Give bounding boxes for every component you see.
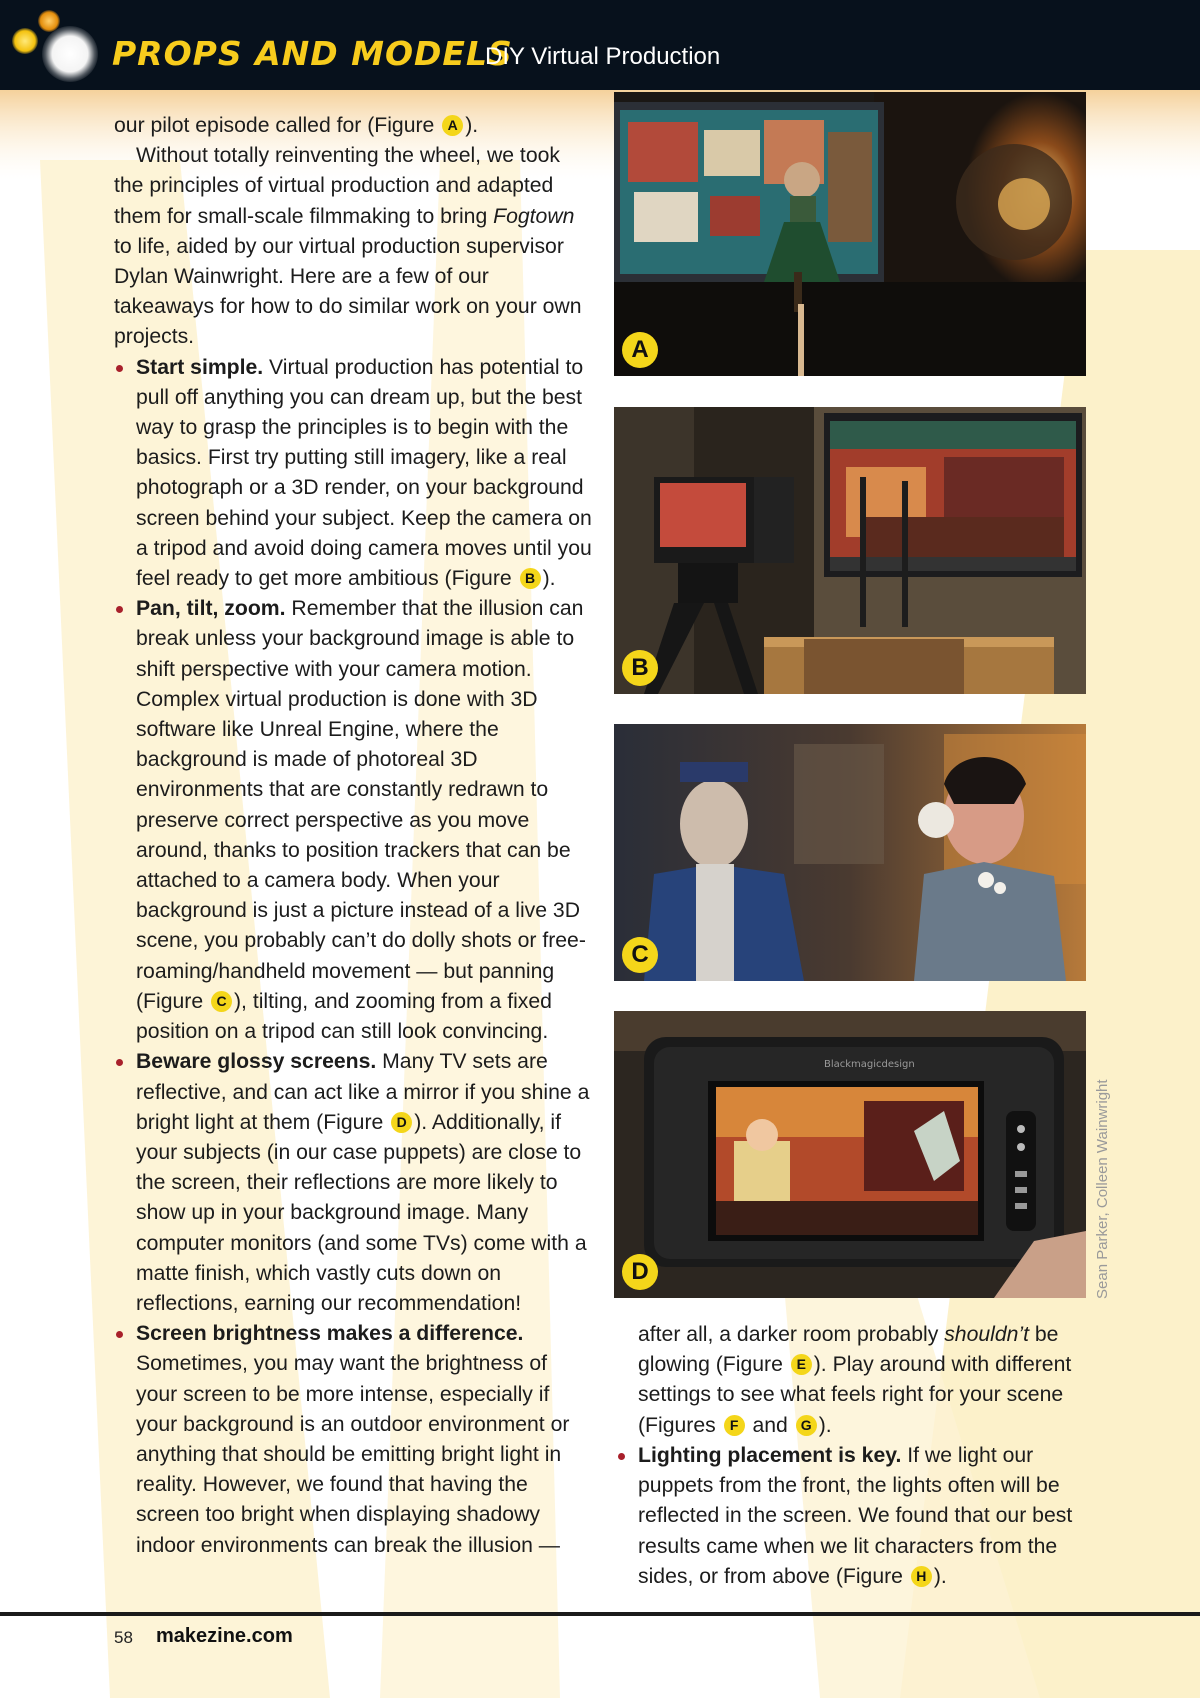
left-column: [114, 111, 592, 1561]
list-item: Start simple. Virtual production has potential to pull off anything you can dream up, but the best way to grasp the principles is to begin with the basics. First try putting still imagery, like a real photograph or a 3D render, on your background screen behind your subject. Keep the camera on a tripod and avoid doing camera moves until you feel ready to get more ambitious (Figure B ).: [114, 353, 592, 595]
figure-c-photo: [614, 724, 1086, 981]
figure-badge: F: [724, 1415, 745, 1436]
camera-brand-text: Blackmagicdesign: [824, 1059, 915, 1070]
list-item: Lighting placement is key. If we light our puppets from the front, the lights often will be reflected in the screen. We found that our best results came when we lit characters from the sides, or from above (Figure H ).: [616, 1441, 1094, 1592]
paragraph: our pilot episode called for (Figure A ).: [114, 114, 479, 137]
figure-a-photo: [614, 92, 1086, 376]
figure-label: B: [622, 650, 658, 686]
figure-label: A: [622, 332, 658, 368]
section-title: PROPS AND MODELS: [112, 34, 513, 73]
figure-badge: H: [911, 1566, 932, 1587]
figure-badge: E: [791, 1354, 812, 1375]
list-item: Pan, tilt, zoom. Remember that the illusion can break unless your background image is able to shift perspective with your camera motion. Complex virtual production is done with 3D software like Unreal Engine, where the background is made of photoreal 3D environments that are constantly redrawn to preserve correct perspective as you move around, thanks to position trackers that can be attached to a camera body. When your background is just a picture instead of a live 3D scene, you probably can’t do dolly shots or free-roaming/handheld movement — but panning (Figure C ), tilting, and zooming from a fixed position on a tripod can still look convincing.: [114, 594, 592, 1047]
spotlight-icon: [42, 26, 98, 82]
light-dot-icon: [12, 28, 38, 54]
figure-badge: D: [391, 1112, 412, 1133]
bullet-dot: [116, 1059, 123, 1066]
page-number: 58: [114, 1628, 133, 1647]
bullet-dot: [618, 1453, 625, 1460]
right-column: [638, 1320, 1094, 1441]
photo-credit: [1094, 1279, 1111, 1299]
figure-badge: C: [211, 991, 232, 1012]
tips-list: [114, 353, 592, 1561]
figure-badge: G: [796, 1415, 817, 1436]
article-subtitle: DIY Virtual Production: [485, 43, 721, 70]
list-item: Beware glossy screens. Many TV sets are reflective, and can act like a mirror if you shine a bright light at them (Figure D ). Additionally, if your subjects (in our case puppets) are close to the screen, their reflections are more likely to show up in your background image. Many computer monitors (and some TVs) come with a matte finish, which vastly cuts down on reflections, earning our recommendation!: [114, 1047, 592, 1319]
bullet-dot: [116, 606, 123, 613]
list-item: Screen brightness makes a difference. Sometimes, you may want the brightness of your screen to be more intense, especially if your background is an outdoor environment or anything that should be emitting bright light in reality. However, we found that having the screen too bright when displaying shadowy indoor environments can break the illusion —: [114, 1319, 592, 1561]
bullet-dot: [116, 365, 123, 372]
footer-site-link[interactable]: makezine.com: [156, 1625, 293, 1647]
paragraph: after all, a darker room probably shouldn’t be glowing (Figure E ). Play around with different settings to see what feels right for your scene (Figures F and G ).: [638, 1323, 1072, 1437]
paragraph: Without totally reinventing the wheel, we took the principles of virtual production and adapted them for small-scale filmmaking to bring Fogtown to life, aided by our virtual production supervisor Dylan Wainwright. Here are a few of our takeaways for how to do similar work on your own projects.: [114, 144, 582, 349]
figure-label: C: [622, 937, 658, 973]
right-column-list: [616, 1441, 1094, 1592]
figure-b-photo: [614, 407, 1086, 694]
figure-d-photo: [614, 1011, 1086, 1298]
figure-badge: B: [520, 568, 541, 589]
figure-badge: A: [442, 115, 463, 136]
bullet-dot: [116, 1331, 123, 1338]
footer-rule: [0, 1612, 1200, 1616]
figure-label: D: [622, 1254, 658, 1290]
page-header: [0, 0, 1200, 90]
tips-list: [616, 1441, 1094, 1592]
